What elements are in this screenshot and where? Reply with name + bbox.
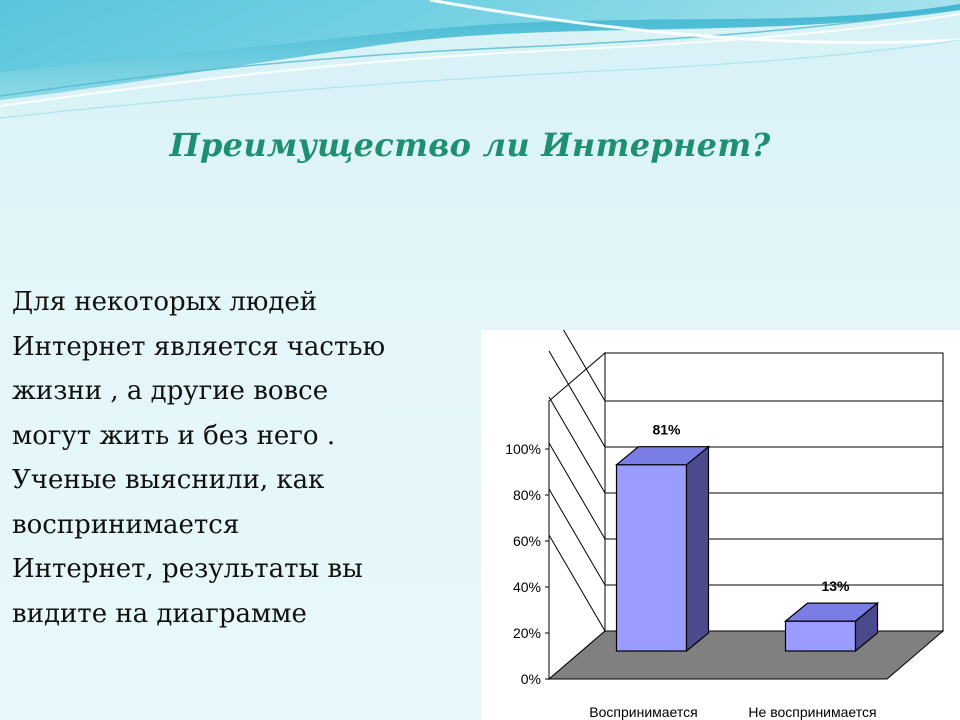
chart-side-wall [549,353,605,679]
slide-title: Преимущество ли Интернет? [169,126,771,164]
body-paragraph: Для некоторых людей Интернет является частью жизни , а другие вовсе могут жить и без него . Ученые выяснили, как воспринимается Интернет, результаты вы видите на диаграмме [12,287,386,629]
bar-0-side [687,447,709,651]
data-label: 13% [821,578,850,595]
y-tick-label: 100% [505,441,541,457]
chart-floor [549,631,943,679]
x-category-label: Воспринимается [589,704,698,720]
data-label: 81% [652,421,681,438]
bar-chart [481,330,960,720]
wave-decoration [0,0,960,130]
y-tick-label: 0% [520,671,541,687]
chart-panel [481,330,960,720]
y-tick-label: 40% [512,579,541,595]
y-tick-label: 60% [512,533,541,549]
x-category-label: Не воспринимается [748,704,877,720]
y-tick-label: 80% [512,487,541,503]
y-tick-label: 20% [512,625,541,641]
bar-0-front [617,465,687,651]
bar-1-front [786,621,856,651]
